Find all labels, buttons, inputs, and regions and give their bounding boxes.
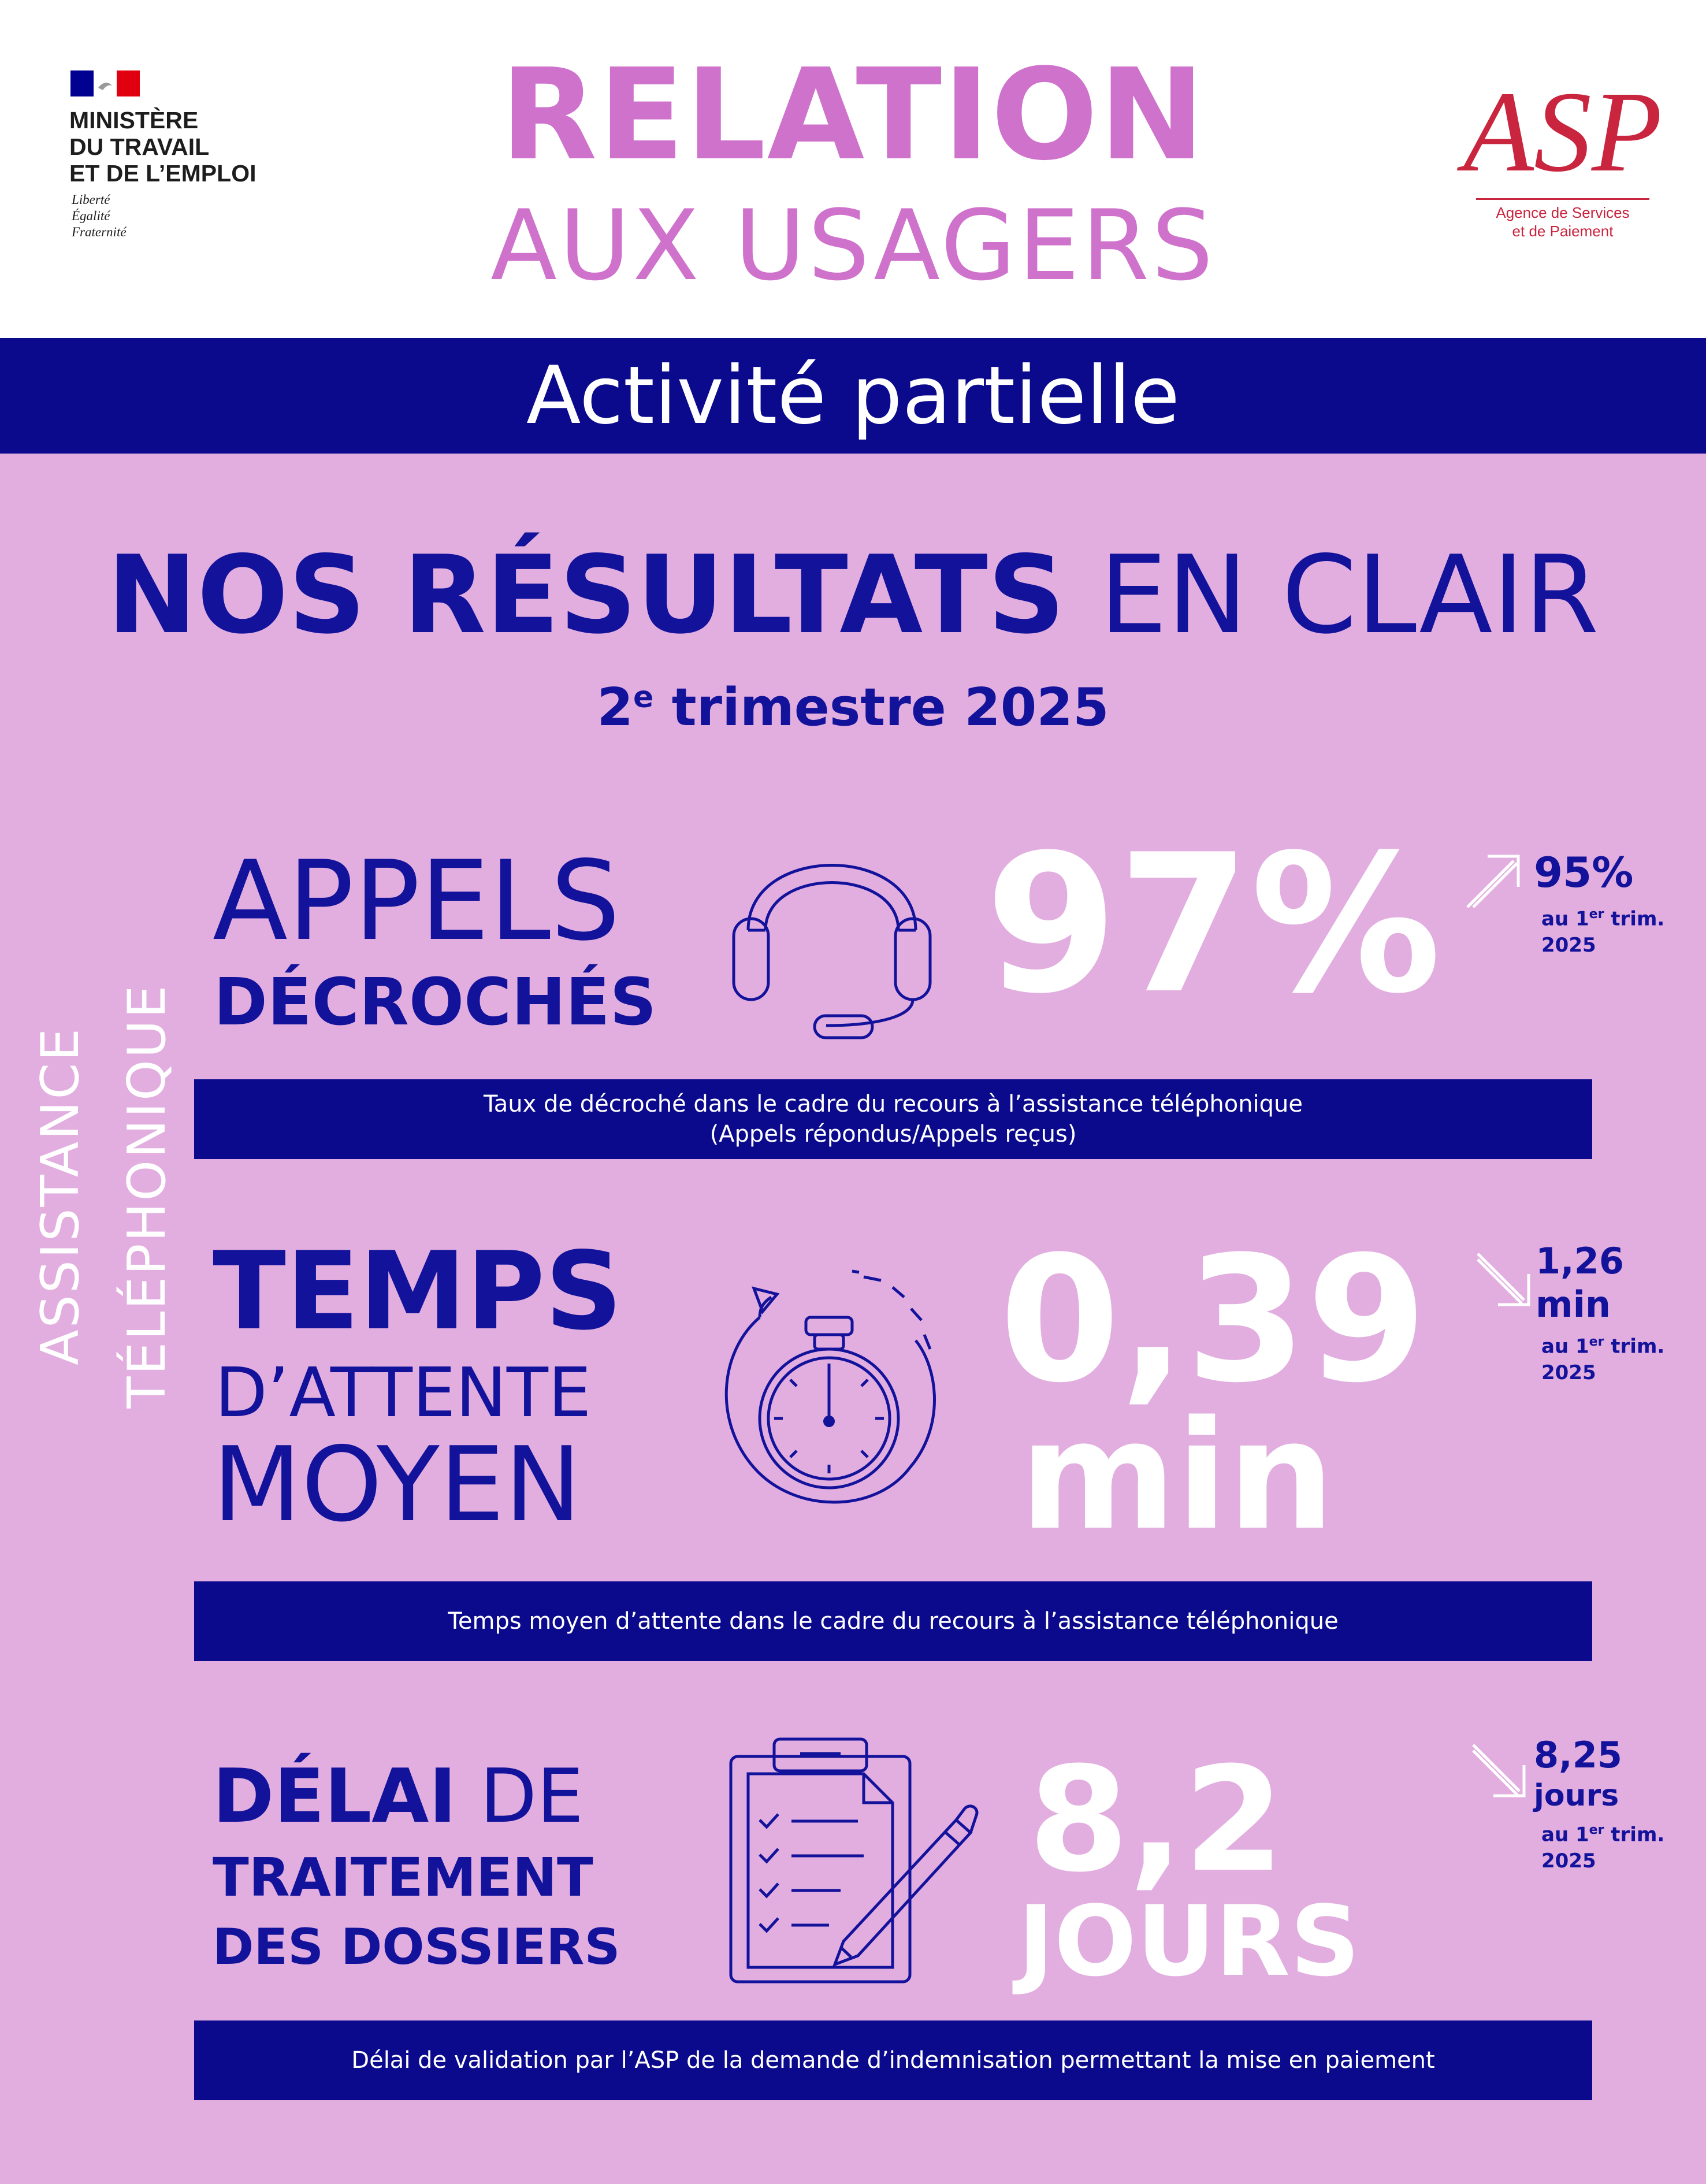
quarter-number: 2 <box>597 677 634 738</box>
calls-description-line1: Taux de décroché dans le cadre du recours à l’assistance téléphonique <box>483 1091 1303 1117</box>
calls-note-prefix: au 1 <box>1541 907 1589 931</box>
wait-unit: min <box>1020 1389 1335 1563</box>
calls-label-light: APPELS <box>213 837 620 965</box>
ministry-name: MINISTÈRE DU TRAVAIL ET DE L’EMPLOI <box>69 107 257 187</box>
wait-label-line1: TEMPS <box>213 1228 623 1354</box>
stopwatch-icon <box>708 1254 950 1514</box>
delay-note-year: 2025 <box>1541 1849 1596 1873</box>
delay-label-bold: DÉLAI <box>213 1754 456 1840</box>
headset-icon <box>725 832 939 1040</box>
calls-description-line2: (Appels répondus/Appels reçus) <box>709 1121 1077 1147</box>
asp-logo <box>1463 61 1663 199</box>
asp-logo-text: ASP <box>1463 68 1663 196</box>
calls-label-bold: DÉCROCHÉS <box>214 965 657 1040</box>
clipboard-checklist-icon <box>725 1733 985 1988</box>
results-title-bold: NOS RÉSULTATS <box>107 532 1065 658</box>
quarter-rest: trimestre 2025 <box>653 677 1109 738</box>
wait-note-year: 2025 <box>1541 1361 1596 1385</box>
quarter-sup: e <box>633 680 654 715</box>
calls-note-year: 2025 <box>1541 934 1596 957</box>
calls-previous-value: 95% <box>1534 848 1634 897</box>
delay-description-bar <box>194 2020 1592 2100</box>
quarter-label <box>0 666 1706 740</box>
calls-note-suffix: trim. <box>1604 907 1665 931</box>
delay-note-suffix: trim. <box>1604 1823 1665 1847</box>
wait-previous-value: 1,26 <box>1536 1240 1624 1282</box>
wait-previous-unit: min <box>1536 1283 1611 1325</box>
asp-subtitle: Agence de Services et de Paiement <box>1476 198 1649 240</box>
wait-description: Temps moyen d’attente dans le cadre du recours à l’assistance téléphonique <box>448 1608 1339 1635</box>
delay-previous-note <box>1541 1817 1664 1874</box>
delay-value: 8,2 <box>1028 1736 1284 1904</box>
trend-up-arrow-icon <box>1462 849 1525 913</box>
results-title <box>0 532 1706 658</box>
delay-label-line3: DES DOSSIERS <box>213 1918 620 1976</box>
wait-value: 0,39 <box>999 1219 1428 1421</box>
calls-description-bar <box>194 1079 1592 1159</box>
trend-down-arrow-icon <box>1467 1739 1531 1803</box>
delay-label-light: DE <box>456 1754 584 1840</box>
page-title-line1: RELATION <box>500 42 1206 188</box>
delay-note-prefix: au 1 <box>1541 1823 1589 1847</box>
wait-description-bar <box>194 1581 1592 1661</box>
banner-title: Activité partielle <box>526 349 1180 442</box>
side-label: ASSISTANCE TÉLÉPHONIQUE <box>30 983 177 1409</box>
page-title-line2: AUX USAGERS <box>490 189 1216 302</box>
wait-note-suffix: trim. <box>1604 1335 1665 1358</box>
wait-label-line2: D’ATTENTE <box>215 1353 592 1432</box>
delay-previous-unit: jours <box>1534 1778 1619 1813</box>
wait-previous-note <box>1541 1329 1664 1386</box>
wait-label-line3: MOYEN <box>213 1425 582 1544</box>
calls-value: 97% <box>985 814 1441 1035</box>
results-title-light: EN CLAIR <box>1099 532 1599 658</box>
delay-previous-value: 8,25 <box>1534 1734 1622 1776</box>
delay-unit: JOURS <box>1018 1885 1361 1998</box>
delay-label-line2: TRAITEMENT <box>213 1847 593 1908</box>
delay-description: Délai de validation par l’ASP de la demande d’indemnisation permettant la mise en paiement <box>351 2047 1435 2074</box>
calls-note-sup: er <box>1589 907 1604 922</box>
delay-label-line1 <box>213 1754 583 1840</box>
calls-previous-note <box>1541 901 1664 959</box>
trend-down-arrow-icon <box>1472 1248 1536 1312</box>
wait-note-prefix: au 1 <box>1541 1335 1589 1358</box>
ministry-motto: Liberté Égalité Fraternité <box>72 192 127 239</box>
wait-note-sup: er <box>1589 1335 1604 1349</box>
delay-note-sup: er <box>1589 1823 1604 1837</box>
